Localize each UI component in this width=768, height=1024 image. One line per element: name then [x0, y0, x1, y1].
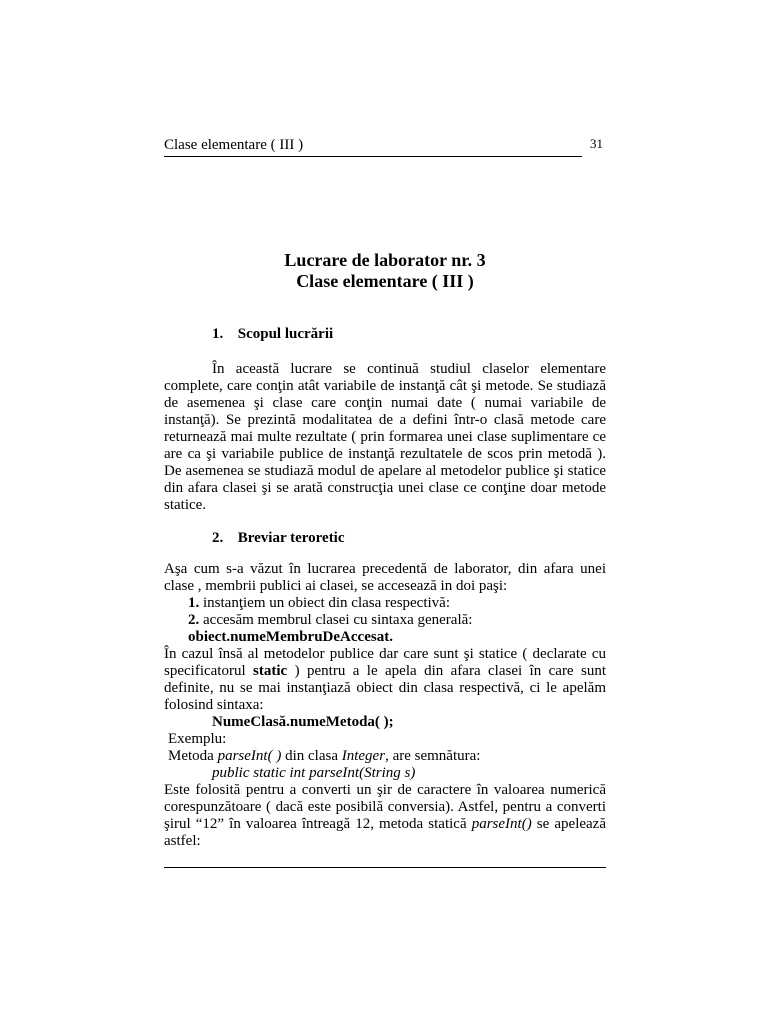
example-text-1: Metoda — [168, 748, 218, 764]
example-text-2: din clasa — [281, 748, 342, 764]
usage-text-before: Este folosită pentru a converti un şir de caractere în valoarea numerică corespunzătoare ( dacă este posibilă conversia). Astfel, pentru a converti şirul “12” în valoarea întreagă 12, metoda statică — [164, 782, 606, 832]
footer-divider — [164, 867, 606, 868]
static-keyword: static — [253, 663, 288, 679]
step-1-text: instanţiem un obiect din clasa respectivă: — [199, 595, 451, 611]
usage-paragraph — [164, 782, 606, 850]
lab-title: Lucrare de laborator nr. 3 — [284, 250, 486, 270]
step-2-text: accesăm membrul clasei cu sintaxa generală: — [199, 612, 473, 628]
theory-intro: Aşa cum s-a văzut în lucrarea precedentă de laborator, din afara unei clase , membrii publici ai clasei, se accesează in doi paşi: — [164, 561, 606, 594]
step-1 — [164, 595, 606, 612]
static-text-before: În cazul însă al metodelor publice dar care sunt şi statice ( declarate cu specificatorul — [164, 646, 606, 679]
syntax-access: obiect.numeMembruDeAccesat. — [188, 629, 393, 645]
syntax-static: NumeClasă.numeMetoda( ); — [212, 714, 394, 730]
example-line — [164, 748, 606, 765]
section-number: 2. — [212, 530, 224, 546]
scope-paragraph: În această lucrare se continuă studiul claselor elementare complete, care conţin atât variabile de instanţă cât şi metode. Se studiază de asemenea şi clase care conţin numai date ( numai variabile de instanţă). Se prezintă modalitatea de a defini într-o clasă metode care returnează mai multe rezultate ( prin formarea unei clase suplimentare ce are ca şi variabile publice de instanţă rezultatele de scos prin metodă ). De asemenea se studiază modul de apelare al metodelor publice şi statice din afara clasei şi se arată construcţia unei clase ce conţine doar metode statice. — [164, 361, 606, 513]
running-title: Clase elementare ( III ) — [164, 137, 304, 153]
section-heading-scope — [212, 325, 333, 343]
usage-method: parseInt() — [471, 816, 532, 832]
step-1-number: 1. — [188, 595, 200, 611]
section-heading-theory — [212, 529, 345, 547]
static-paragraph — [164, 646, 606, 714]
section-title: Breviar teroretic — [237, 530, 345, 546]
example-label: Exemplu: — [168, 731, 227, 747]
example-class: Integer — [341, 748, 386, 764]
example-text-3: , are semnătura: — [385, 748, 481, 764]
method-signature: public static int parseInt(String s) — [212, 765, 416, 781]
section-number: 1. — [212, 326, 224, 342]
section-title: Scopul lucrării — [237, 326, 334, 342]
page-number: 31 — [590, 136, 603, 151]
theory-body — [164, 561, 606, 850]
step-2-number: 2. — [188, 612, 200, 628]
lab-subtitle: Clase elementare ( III ) — [296, 271, 474, 291]
header-divider — [164, 156, 582, 157]
step-2 — [164, 612, 606, 629]
static-text-after: ) pentru a le apela din afara clasei în care sunt definite, nu se mai instanţiază obiect din clasa respectivă, ci le apelăm folosind sintaxa: — [164, 663, 606, 713]
usage-text-after: se apelează astfel: — [164, 816, 606, 849]
example-method: parseInt( ) — [217, 748, 282, 764]
